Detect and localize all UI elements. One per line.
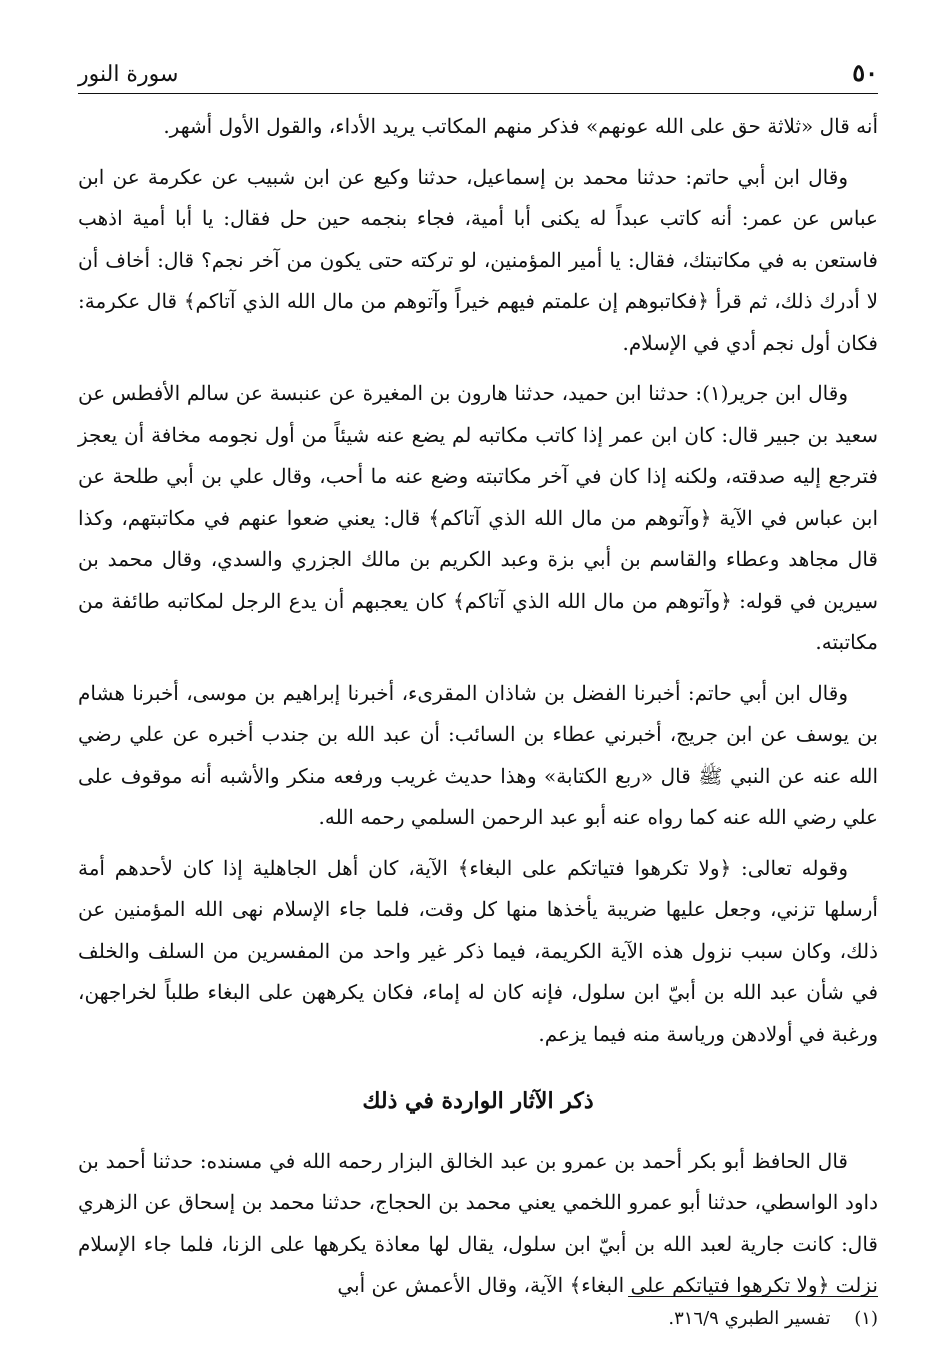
page-number: ٥٠ — [852, 58, 878, 87]
paragraph: أنه قال «ثلاثة حق على الله عونهم» فذكر منهم المكاتب يريد الأداء، والقول الأول أشهر. — [163, 114, 878, 138]
page-header — [78, 52, 878, 94]
paragraph: قال الحافظ أبو بكر أحمد بن عمرو بن عبد الخالق البزار رحمه الله في مسنده: حدثنا أحمد بن داود الواسطي، حدثنا أبو عمرو اللخمي يعني محمد بن الحجاج، حدثنا محمد بن إسحاق عن الزهري قال: كانت جارية لعبد الله بن أبيّ ابن سلول، يقال لها معاذة يكرهها على الزنا، فلما جاء الإسلام نزلت ﴿ولا تكرهوا فتياتكم على البغاء﴾ الآية، وقال الأعمش عن أبي — [78, 1148, 878, 1297]
paragraph: وقال ابن أبي حاتم: حدثنا محمد بن إسماعيل، حدثنا وكيع عن ابن شبيب عن عكرمة عن ابن عباس عن عمر: أنه كاتب عبداً له يكنى أبا أمية، فجاء بنجمه حين حل فقال: يا أبا أمية اذهب فاستعن به في مكاتبتك، فقال: يا أمير المؤمنين، لو تركته حتى يكون من آخر نجم؟ قال: أخاف أن لا أدرك ذلك، ثم قرأ ﴿فكاتبوهم إن علمتم فيهم خيراً وآتوهم من مال الله الذي آتاكم﴾ قال عكرمة: فكان أول نجم أدي في الإسلام. — [78, 164, 878, 355]
footnote-text: تفسير الطبري ٣١٦/٩. — [668, 1308, 831, 1329]
footnote — [78, 1308, 878, 1329]
sura-title: سورة النور — [78, 62, 179, 87]
paragraph: وقال ابن أبي حاتم: أخبرنا الفضل بن شاذان المقرىء، أخبرنا إبراهيم بن موسى، أخبرنا هشام بن يوسف عن ابن جريج، أخبرني عطاء بن السائب: أن عبد الله بن جندب أخبره عن علي رضي الله عنه عن النبي ﷺ قال «ربع الكتابة» وهذا حديث غريب ورفعه منكر والأشبه أنه موقوف على علي رضي الله عنه كما رواه عنه أبو عبد الرحمن السلمي رحمه الله. — [78, 680, 878, 829]
footnote-number: (١) — [854, 1308, 878, 1329]
page-body — [78, 106, 878, 1316]
paragraph: وقوله تعالى: ﴿ولا تكرهوا فتياتكم على البغاء﴾ الآية، كان أهل الجاهلية إذا كان لأحدهم أمة أرسلها تزني، وجعل عليها ضريبة يأخذها منها كل وقت، فلما جاء الإسلام نهى الله المؤمنين عن ذلك، وكان سبب نزول هذه الآية الكريمة، فيما ذكر غير واحد من المفسرين من السلف والخلف في شأن عبد الله بن أبيّ ابن سلول، فإنه كان له إماء، فكان يكرههن على البغاء طلباً لخراجهن، ورغبة في أولادهن ورياسة منه فيما يزعم. — [78, 855, 878, 1046]
paragraph: وقال ابن جرير(١): حدثنا ابن حميد، حدثنا هارون بن المغيرة عن عنبسة عن سالم الأفطس عن سعيد بن جبير قال: كان ابن عمر إذا كاتب مكاتبه لم يضع عنه شيئاً من أول نجومه مخافة أن يعجز فترجع إليه صدقته، ولكنه إذا كان في آخر مكاتبته وضع عنه ما أحب، وقال علي بن أبي طلحة عن ابن عباس في الآية ﴿وآتوهم من مال الله الذي آتاكم﴾ قال: يعني ضعوا عنهم في مكاتبتهم، وكذا قال مجاهد وعطاء والقاسم بن أبي بزة وعبد الكريم بن مالك الجزري والسدي، وقال محمد بن سيرين في قوله: ﴿وآتوهم من مال الله الذي آتاكم﴾ كان يعجبهم أن يدع الرجل لمكاتبه طائفة من مكاتبته. — [78, 381, 878, 654]
footnote-divider — [628, 1296, 878, 1297]
book-page — [78, 52, 878, 1342]
section-title: ذكر الآثار الواردة في ذلك — [362, 1088, 594, 1114]
